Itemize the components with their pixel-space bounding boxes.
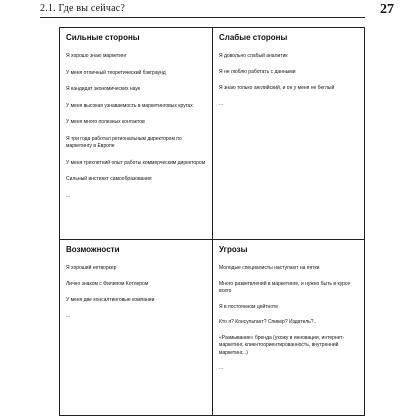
header-divider [40,17,365,18]
list-item: Много разветвлений в маркетинге, и нужно быть в курсе всего [219,280,351,294]
list-item: У меня высокая узнаваемость в маркетинговых кругах [66,102,193,109]
list-item: ... [219,365,224,371]
list-item: Я хороший нетворкер [66,265,117,271]
list-item: Я довольно слабый аналитик [219,53,288,59]
list-item: Сильный инстинкт самообразования [66,176,152,182]
weaknesses-heading: Слабые стороны [219,33,288,42]
opportunities-list [66,265,206,321]
list-item: ... [66,313,71,319]
list-item: Я в постоянном цейтноте [219,303,279,310]
list-item: У меня трехлетний опыт работы коммерческим директором [66,159,206,166]
list-item: У меня отличный теоретический бэкграунд [66,69,166,76]
weaknesses-list [219,53,358,109]
strengths-quadrant [60,28,213,240]
list-item: ... [219,101,224,107]
list-item: У меня много полезных контактов [66,119,145,125]
list-item: Я не люблю работать с данными [219,69,296,75]
opportunities-heading: Возможности [66,245,120,254]
list-item: «Размывание» бренда (ухожу в инновации, интернет-маркетинг, клиентоориентированность, внутренний маркетинг...) [219,334,345,356]
page-header [0,0,420,20]
strengths-heading: Сильные стороны [66,33,140,42]
list-item: Кто я? Консультант? Спикер? Издатель?.. [219,319,317,325]
page-number: 27 [380,2,394,17]
strengths-list [66,53,206,200]
list-item: Молодые специалисты наступают на пятки [219,265,320,271]
list-item: Я три года работал региональным директором по маркетингу в Европе [66,135,182,149]
list-item: ... [66,192,71,199]
list-item: Я знаю только английский, и он у меня не беглый [219,85,335,91]
list-item: Я хорошо знаю маркетинг [66,53,127,59]
opportunities-quadrant [60,240,213,415]
threats-list [219,265,358,373]
chapter-title: 2.1. Где вы сейчас? [40,3,125,14]
list-item: Я кандидат экономических наук [66,86,141,92]
weaknesses-quadrant [213,28,364,240]
list-item: У меня две консалтинговые компании [66,297,155,303]
threats-quadrant [213,240,364,415]
list-item: Лично знаком с Филипом Котлером [66,281,149,287]
swot-table [59,27,365,416]
threats-heading: Угрозы [219,245,248,254]
